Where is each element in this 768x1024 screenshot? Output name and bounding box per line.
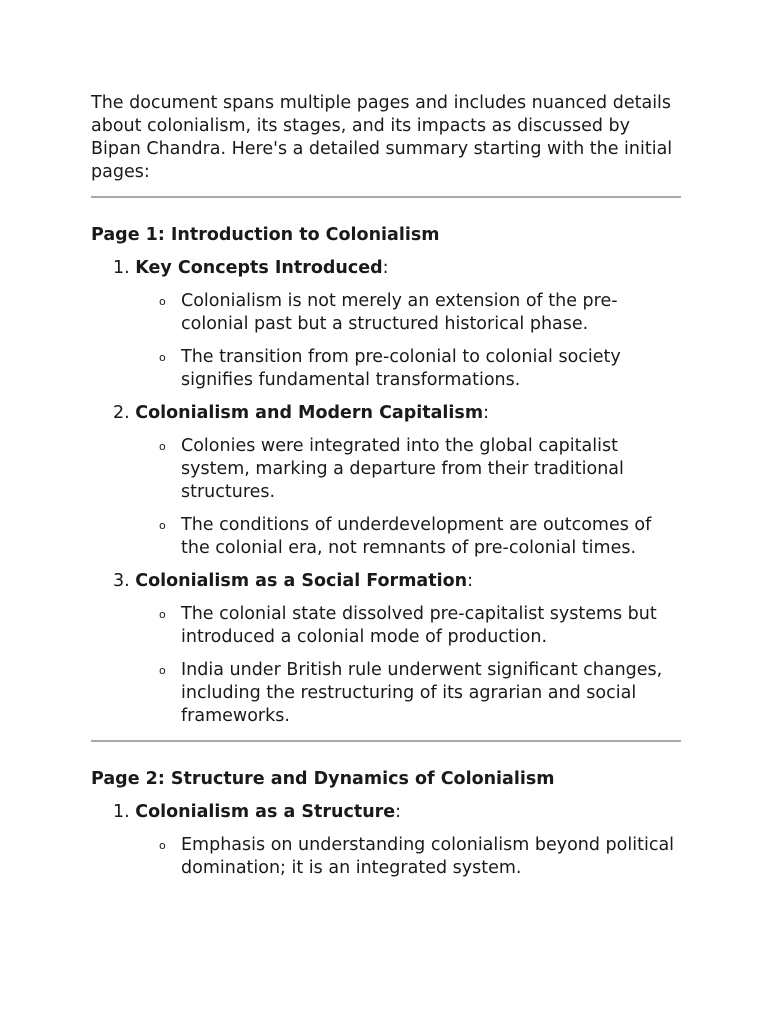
topic-heading [113,801,681,824]
point-list [91,603,681,728]
topic-item [91,801,681,880]
point-list [91,834,681,880]
point-list [91,435,681,560]
list-item [91,834,681,880]
point-text: Colonialism is not merely an extension of the pre-colonial past but a structured historical phase. [181,291,618,334]
topic-item [91,570,681,728]
topic-heading-suffix: : [467,571,473,591]
point-text: Emphasis on understanding colonialism beyond political domination; it is an integrated system. [181,835,675,878]
list-item [91,290,681,336]
sections-container [91,224,681,880]
topic-heading-text: Colonialism as a Social Formation [135,571,468,591]
topic-heading-suffix: : [483,403,489,423]
topic-heading [113,257,681,280]
point-text: The transition from pre-colonial to colonial society signifies fundamental transformations. [181,347,621,390]
point-text: The colonial state dissolved pre-capitalist systems but introduced a colonial mode of production. [181,604,657,647]
point-text: Colonies were integrated into the global capitalist system, marking a departure from their traditional structures. [181,436,624,502]
list-item [91,514,681,560]
topic-heading-suffix: : [382,258,389,278]
circle-bullet-icon: o [159,440,166,453]
circle-bullet-icon: o [159,351,166,364]
intro-paragraph: The document spans multiple pages and includes nuanced details about colonialism, its stages, and its impacts as discussed by Bipan Chandra. Here's a detailed summary starting with the initial pages: [91,93,673,182]
list-item [91,659,681,728]
topic-heading-text: Colonialism and Modern Capitalism [135,403,484,423]
topic-heading-text: Key Concepts Introduced [135,258,383,278]
topic-number: 1. [113,802,130,822]
topic-heading [113,570,681,593]
topic-heading-suffix: : [395,802,402,822]
topic-heading [113,402,681,425]
list-item [91,346,681,392]
point-text: The conditions of underdevelopment are outcomes of the colonial era, not remnants of pre-colonial times. [181,515,652,558]
topic-heading-text: Colonialism as a Structure [135,802,396,822]
topic-item [91,257,681,392]
point-list [91,290,681,392]
document-page [91,92,681,890]
section-divider [91,740,681,742]
topic-list [91,257,681,728]
circle-bullet-icon: o [159,295,166,308]
topic-item [91,402,681,560]
circle-bullet-icon: o [159,664,166,677]
section-title: Page 2: Structure and Dynamics of Colonialism [91,769,555,789]
topic-list [91,801,681,880]
topic-number: 3. [113,571,130,591]
topic-number: 2. [113,403,130,423]
list-item [91,435,681,504]
section-divider [91,196,681,198]
list-item [91,603,681,649]
circle-bullet-icon: o [159,839,166,852]
topic-number: 1. [113,258,130,278]
circle-bullet-icon: o [159,519,166,532]
section-title: Page 1: Introduction to Colonialism [91,225,440,245]
circle-bullet-icon: o [159,608,166,621]
point-text: India under British rule underwent significant changes, including the restructuring of its agrarian and social frameworks. [181,660,663,726]
